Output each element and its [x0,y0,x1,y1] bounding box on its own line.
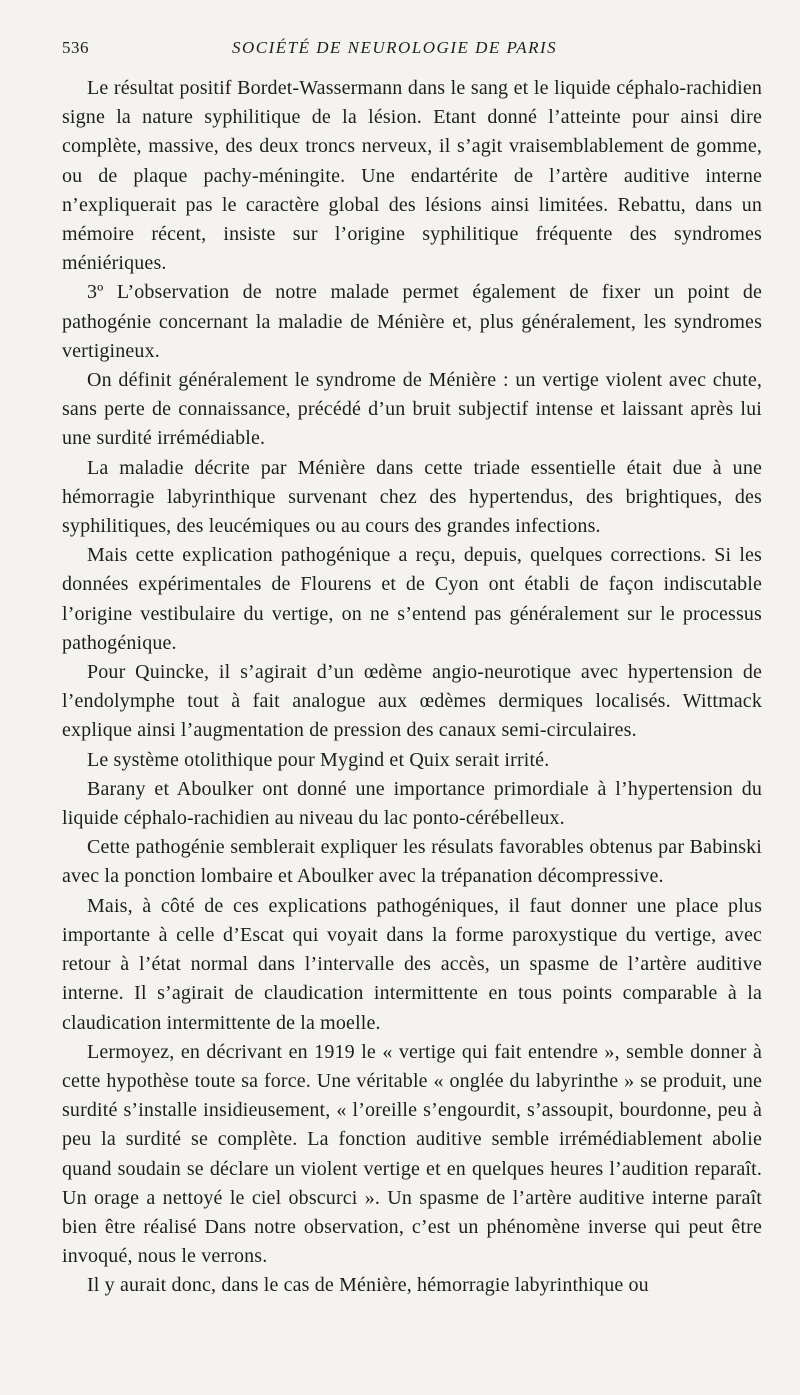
paragraph: Lermoyez, en décrivant en 1919 le « vertige qui fait entendre », semble donner à cette hypothèse toute sa force. Une véritable « onglée du labyrinthe » se produit, une surdité s’installe insidieusement, « l’oreille s’engourdit, s’assoupit, bourdonne, peu à peu la surdité se complète. La fonction auditive semble irrémédiablement abolie quand soudain se déclare un violent vertige et en quelques heures l’audition reparaît. Un orage a nettoyé le ciel obscurci ». Un spasme de l’artère auditive interne paraît bien être réalisé Dans notre observation, c’est un phénomène inverse qui peut être invoqué, nous le verrons. [62,1040,762,1268]
paragraph: Mais, à côté de ces explications pathogéniques, il faut donner une place plus importante à celle d’Escat qui voyait dans la forme paroxystique du vertige, avec retour à l’état normal dans l’intervalle des accès, un spasme de l’artère auditive interne. Il s’agirait de claudication intermittente en tous points comparable à la claudication intermittente de la moelle. [62,894,762,1034]
page-header [62,38,762,62]
paragraph: Cette pathogénie semblerait expliquer les résulats favorables obtenus par Babinski avec la ponction lombaire et Aboulker avec la trépanation décompressive. [62,836,762,888]
paragraph: La maladie décrite par Ménière dans cette triade essentielle était due à une hémorragie labyrinthique survenant chez des hypertendus, des brightiques, des syphilitiques, des leucémiques ou au cours des grandes infections. [62,456,762,538]
paragraph: Le système otolithique pour Mygind et Quix serait irrité. [87,748,550,771]
paragraph: 3º L’observation de notre malade permet également de fixer un point de pathogénie concernant la maladie de Ménière et, plus généralement, les syndromes vertigineux. [62,281,762,362]
running-title: SOCIÉTÉ DE NEUROLOGIE DE PARIS [232,38,558,57]
paragraph: Mais cette explication pathogénique a reçu, depuis, quelques corrections. Si les données expérimentales de Flourens et de Cyon ont établi de façon indiscutable l’origine vestibulaire du vertige, on ne s’entend pas généralement sur le processus pathogénique. [62,544,762,654]
paragraph: Le résultat positif Bordet-Wassermann dans le sang et le liquide céphalo-rachidien signe la nature syphilitique de la lésion. Etant donné l’atteinte pour ainsi dire complète, massive, des deux troncs nerveux, il s’agit vraisemblablement de gomme, ou de plaque pachy-méningite. Une endartérite de l’artère auditive interne n’expliquerait pas le caractère global des lésions ainsi limitées. Rebattu, dans un mémoire récent, insiste sur l’origine syphilitique fréquente des syndromes méniériques. [62,77,762,275]
body-text [62,74,762,1301]
paragraph: Barany et Aboulker ont donné une importance primordiale à l’hypertension du liquide céphalo-rachidien au niveau du lac ponto-cérébelleux. [62,777,762,830]
paragraph: On définit généralement le syndrome de Ménière : un vertige violent avec chute, sans perte de connaissance, précédé d’un bruit subjectif intense et laissant après lui une surdité irrémédiable. [62,369,762,450]
paragraph: Pour Quincke, il s’agirait d’un œdème angio-neurotique avec hypertension de l’endolymphe tout à fait analogue aux œdèmes dermiques localisés. Wittmack explique ainsi l’augmentation de pression des canaux semi-circulaires. [62,661,762,742]
paragraph: Il y aurait donc, dans le cas de Ménière, hémorragie labyrinthique ou [87,1274,649,1297]
page-number: 536 [62,38,89,57]
